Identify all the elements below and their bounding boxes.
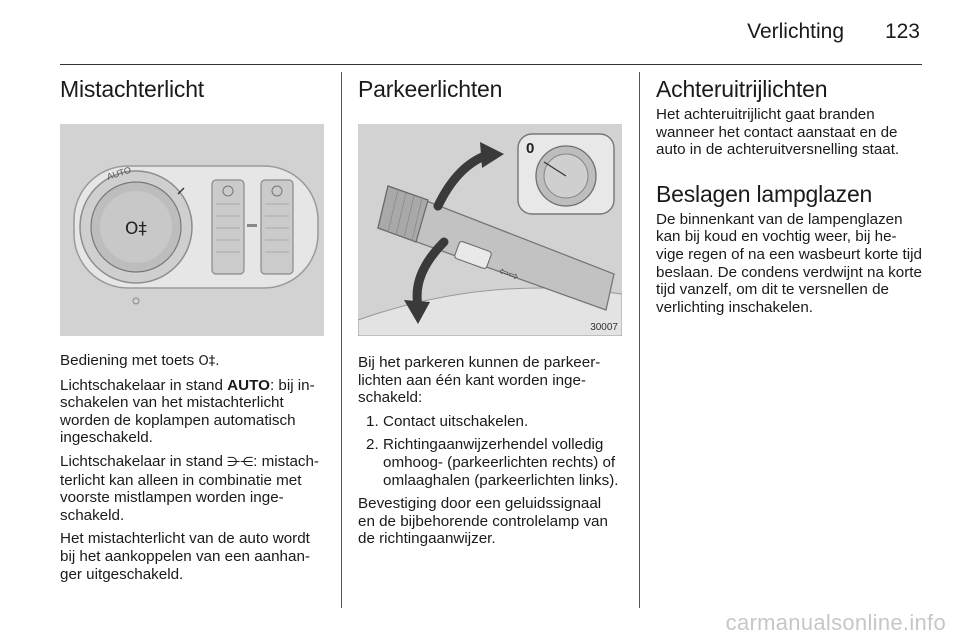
steps-list bbox=[358, 413, 622, 489]
list-item: 1. Contact uitschakelen. bbox=[366, 412, 529, 430]
paragraph-parking-intro: Bij het parkeren kunnen de parkeer-lichten aan één kant worden inge-schakeld: bbox=[358, 354, 601, 407]
sidelight-icon: ⋺⋲ bbox=[227, 454, 254, 470]
svg-text:⇦⇨: ⇦⇨ bbox=[496, 263, 521, 284]
heading-parkeerlichten: Parkeerlichten bbox=[358, 76, 503, 102]
paragraph-reversing: Het achteruitrijlicht gaat branden wanneer het contact aanstaat en de auto in de achteruitversnelling staat. bbox=[656, 106, 900, 159]
paragraph-condensation: De binnenkant van de lampenglazen kan bij koud en vochtig weer, bij he-vige regen of na een wasbeurt korte tijd beslaan. De condens verdwijnt na korte tijd vanzelf, om dit te versnellen de verlichting inschakelen. bbox=[656, 210, 922, 316]
ring-auto-label: AUTO bbox=[105, 164, 133, 182]
heading-mistachterlicht: Mistachterlicht bbox=[60, 76, 204, 102]
light-switch-figure bbox=[60, 124, 324, 336]
heading-beslagen-lampglazen: Beslagen lampglazen bbox=[656, 180, 873, 207]
knob-fog-symbol: O‡ bbox=[125, 219, 147, 239]
page-number: 123 bbox=[884, 20, 920, 43]
column-divider-2 bbox=[639, 72, 640, 608]
turn-signal-lever-illustration bbox=[358, 124, 622, 336]
fog-light-icon: O‡ bbox=[198, 354, 216, 369]
heading-achteruitrijlichten: Achteruitrijlichten bbox=[656, 76, 828, 102]
column-parking-lights bbox=[358, 76, 622, 548]
paragraph-sidelight-mode: Lichtschakelaar in stand ⋺⋲: mistach-terlicht kan alleen in combinatie met voorste mistlampen worden inge-schakeld. bbox=[60, 452, 319, 524]
paragraph-trailer: Het mistachterlicht van de auto wordt bij het aankoppelen van een aanhan-ger uitgeschakeld. bbox=[60, 530, 310, 583]
page-header bbox=[60, 0, 922, 65]
light-switch-illustration bbox=[60, 124, 324, 336]
chapter-title: Verlichting bbox=[747, 20, 844, 43]
watermark: carmanualsonline.info bbox=[725, 610, 946, 635]
headlight-range-wheel bbox=[261, 180, 293, 274]
turn-signal-lever-figure bbox=[358, 124, 622, 336]
figure-code: 30007 bbox=[590, 322, 618, 333]
column-reversing-lights bbox=[656, 76, 922, 316]
ignition-position-zero: 0 bbox=[526, 140, 535, 157]
paragraph-auto-mode: Lichtschakelaar in stand AUTO: bij in-schakelen van het mistachterlicht worden de koplampen automatisch ingeschakeld. bbox=[60, 376, 315, 447]
paragraph-confirmation: Bevestiging door een geluidssignaal en de bijbehorende controlelamp van de richtingaanwijzer. bbox=[358, 495, 608, 548]
column-divider-1 bbox=[341, 72, 342, 608]
list-item: 2. Richtingaanwijzerhendel volledig omhoog- (parkeerlichten rechts) of omlaaghalen (parkeerlichten links). bbox=[366, 436, 619, 489]
paragraph-operation: Bediening met toets O‡. bbox=[60, 352, 220, 369]
instrument-dimmer-wheel bbox=[212, 180, 244, 274]
column-fog-light bbox=[60, 76, 324, 583]
auto-label: AUTO bbox=[227, 376, 270, 394]
